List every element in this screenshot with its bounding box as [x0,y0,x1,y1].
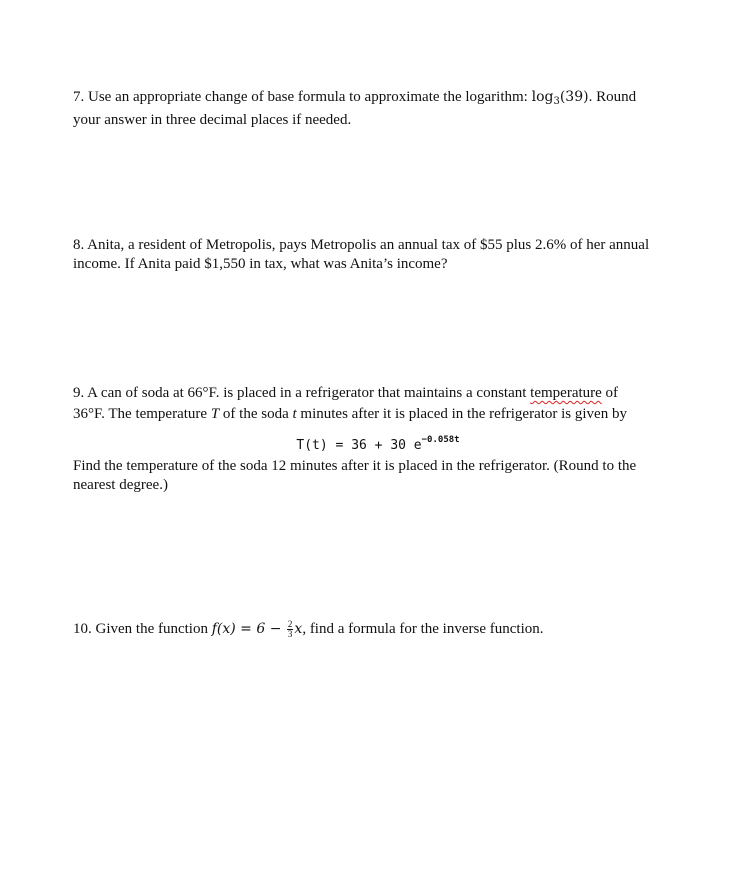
question-9-text-b: of [601,385,619,401]
question-9-line-1 [73,383,703,404]
fraction-two-thirds [287,620,294,639]
fraction-numerator: 2 [287,619,293,630]
log-argument: (39) [559,89,589,105]
question-8-line-1: 8. Anita, a resident of Metropolis, pays Metropolis an annual tax of $55 plus 2.6% of her annual [73,237,650,253]
question-7-text: 7. Use an appropriate change of base formula to approximate the logarithm: [73,89,532,105]
question-9-line-3: Find the temperature of the soda 12 minutes after it is placed in the refrigerator. (Round to the [73,458,637,474]
spellcheck-word: temperature [530,385,602,401]
log-word: log [531,89,554,105]
variable-t: t [292,406,297,422]
fraction-denominator: 3 [287,629,293,640]
question-7-line-1 [73,88,703,111]
log-base: 3 [553,96,560,107]
variable-T: T [210,406,220,422]
question-8 [73,236,703,274]
log-expression [532,89,589,105]
question-10 [73,620,703,639]
question-9 [73,383,703,495]
question-7-text-end: . Round [588,89,637,105]
question-9-line-2 [73,404,703,425]
question-7 [73,88,703,130]
formula-base: T(t) = 36 + 30 e [296,438,422,453]
formula-exponent: −0.058t [421,435,460,445]
question-7-line-2: your answer in three decimal places if needed. [73,112,352,128]
question-10-text-end: , find a formula for the inverse function. [302,621,544,637]
question-9-line-4: nearest degree.) [73,477,168,493]
question-10-line-1 [73,620,703,639]
function-expression: f(x) = 6 − [211,621,286,637]
temperature-formula [73,430,703,456]
question-9-text-d: of the soda [219,406,293,422]
question-9-text-c: 36°F. The temperature [73,406,211,422]
function-variable: x [294,621,303,637]
question-9-text-e: minutes after it is placed in the refrigerator is given by [296,406,627,422]
question-8-line-2: income. If Anita paid $1,550 in tax, what was Anita’s income? [73,256,448,272]
question-9-text-a: 9. A can of soda at 66°F. is placed in a refrigerator that maintains a constant [73,385,531,401]
question-10-text: 10. Given the function [73,621,212,637]
